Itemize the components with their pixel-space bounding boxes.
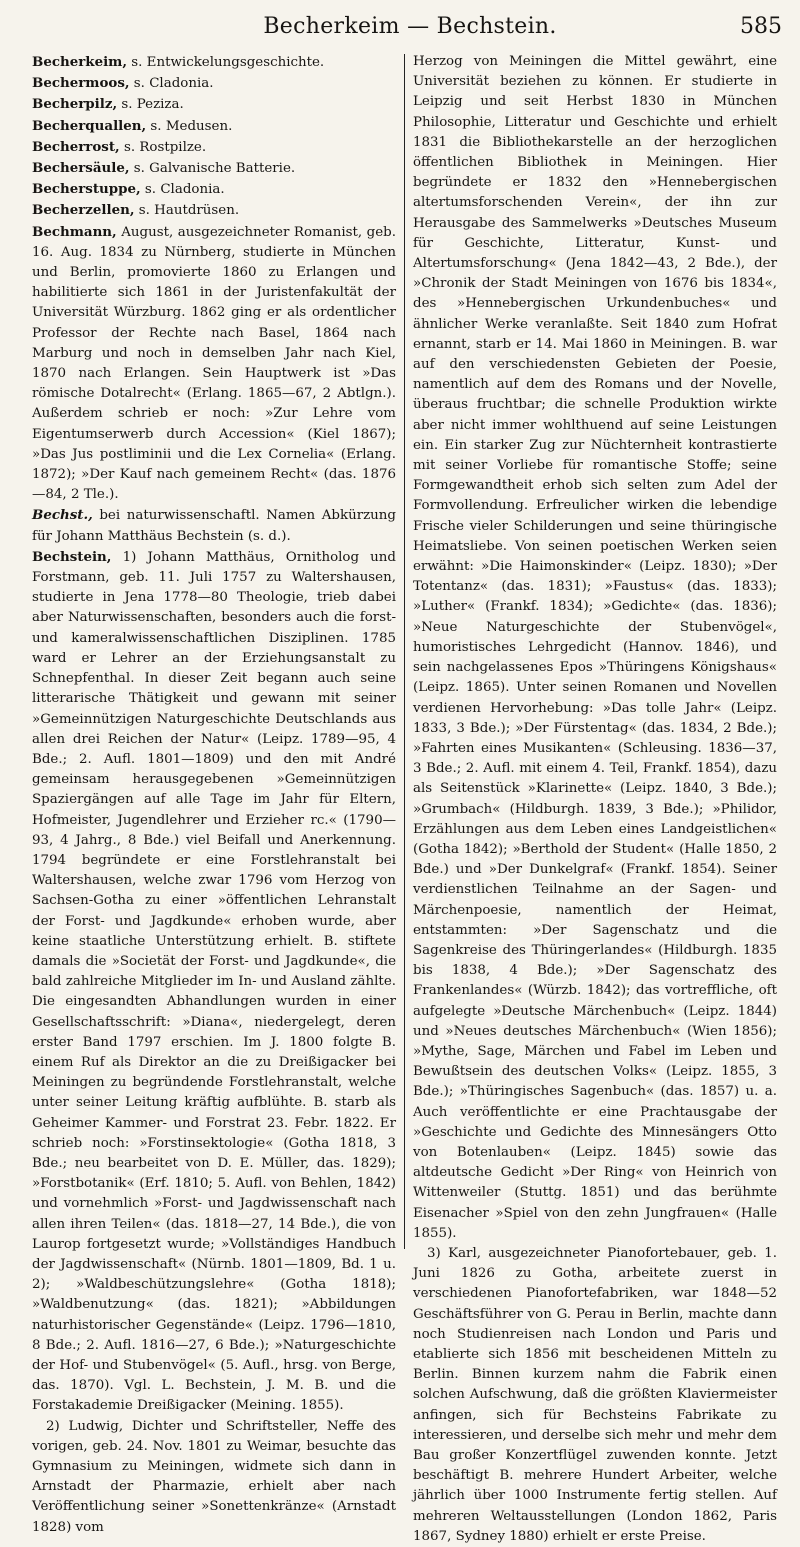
dictionary-entry (32, 158, 396, 179)
entry-text: s. Entwickelungsgeschichte. (127, 55, 325, 70)
page-number: 585 (740, 14, 782, 39)
entry-headword: Becherzellen, (32, 202, 135, 219)
entry-text: s. Cladonia. (129, 76, 214, 92)
entry-headword: Bechst., (32, 507, 93, 524)
entry-text: Herzog von Meiningen die Mittel gewährt, eine Universität beziehen zu können. Er studierte in Leipzig und seit Herbst 1830 in München Philosophie, Litteratur und Geschichte und erhielt 1831 die Bibliothekarstelle an der herzoglichen öffentlichen Bibliothek in Meiningen. Hier begründete er 1832 den »Hennebergischen altertumsforschenden Verein«, der ihn zur Herausgabe des Sammelwerks »Deutsches Museum für Geschichte, Litteratur, Kunst- und Altertumsforschung« (Jena 1842—43, 2 Bde.), der »Chronik der Stadt Meiningen von 1676 bis 1834«, des »Hennebergischen Urkundenbuches« und ähnlicher Werke veranlaßte. Seit 1840 zum Hofrat ernannt, starb er 14. Mai 1860 in Meiningen. B. war auf den verschiedensten Gebieten der Poesie, namentlich auf dem des Romans und der Novelle, überaus fruchtbar; die schnelle Produktion wirkte aber nicht immer wohlthuend auf seine Leistungen ein. Ein starker Zug zur Nüchternheit kontrastierte mit seiner Vorliebe für romantische Stoffe; seine Formgewandtheit erhob sich selten zum Adel der Formvollendung. Erfreulicher wirken die lebendige Frische vieler Schilderungen und seine thüringische Heimatsliebe. Von seinen poetischen Werken seien erwähnt: »Die Haimonskinder« (Leipz. 1830); »Der Totentanz« (das. 1831); »Faustus« (das. 1833); »Luther« (Frankf. 1834); »Gedichte« (das. 1836); »Neue Naturgeschichte der Stubenvögel«, humoristisches Lehrgedicht (Hannov. 1846), und sein nachgelassenes Epos »Thüringens Königshaus« (Leipz. 1865). Unter seinen Romanen und Novellen verdienen Hervorhebung: »Das tolle Jahr« (Leipz. 1833, 3 Bde.); »Der Fürstentag« (das. 1834, 2 Bde.); »Fahrten eines Musikanten« (Schleusing. 1836—37, 3 Bde.; 2. Aufl. mit einem 4. Teil, Frankf. 1854), dazu als Seitenstück »Klarinette« (Leipz. 1840, 3 Bde.); »Grumbach« (Hildburgh. 1839, 3 Bde.); »Philidor, Erzählungen aus dem Leben eines Landgeistlichen« (Gotha 1842); »Berthold der Student« (Halle 1850, 2 Bde.) und »Der Dunkelgraf« (Frankf. 1854). Seiner verdienstlichen Teilnahme an der Sagen- und Märchenpoesie, namentlich der Heimat, entstammten: »Der Sagenschatz und die Sagenkreise des Thüringerlandes« (Hildburgh. 1835 bis 1838, 4 Bde.); »Der Sagenschatz des Frankenlandes« (Würzb. 1842); das vortreffliche, oft aufgelegte »Deutsche Märchenbuch« (Leipz. 1844) und »Neues deutsches Märchenbuch« (Wien 1856); »Mythe, Sage, Märchen und Fabel im Leben und Bewußtsein des deutschen Volks« (Leipz. 1855, 3 Bde.); »Thüringisches Sagenbuch« (das. 1857) u. a. Auch veröffentlichte er eine Prachtausgabe der »Geschichte und Gedichte des Minnesängers Otto von Botenlauben« (Leipz. 1845) sowie das altdeutsche Gedicht »Der Ring« von Heinrich von Wittenweiler (Stuttg. 1851) und das berühmte Eisenacher »Spiel von den zehn Jungfrauen« (Halle 1855). (413, 54, 777, 1241)
entry-text: s. Medusen. (146, 118, 233, 134)
entry-headword: Becherstuppe, (32, 181, 141, 198)
dictionary-entry (32, 222, 396, 506)
entry-text: s. Hautdrüsen. (134, 203, 240, 219)
dictionary-entry (32, 52, 396, 73)
entry-text: s. Cladonia. (140, 182, 225, 198)
entry-text: s. Galvanische Batterie. (129, 161, 296, 177)
dictionary-entry (32, 94, 396, 115)
entry-headword: Bechstein, (32, 548, 112, 565)
dictionary-entry (413, 52, 777, 1244)
page-header (32, 0, 788, 52)
entry-headword: Bechermoos, (32, 75, 130, 92)
entry-text: s. Rostpilze. (119, 139, 207, 155)
dictionary-entry (32, 200, 396, 221)
entry-headword: Bechmann, (32, 223, 117, 240)
left-column (32, 52, 404, 1535)
dictionary-entry (32, 73, 396, 94)
entry-headword: Becherrost, (32, 138, 120, 155)
dictionary-entry (413, 1244, 777, 1547)
entry-text: s. Peziza. (117, 97, 184, 113)
dictionary-entry (32, 505, 396, 546)
dictionary-entry (32, 547, 396, 1417)
dictionary-entry (32, 116, 396, 137)
dictionary-entry (32, 179, 396, 200)
entry-text: 2) Ludwig, Dichter und Schriftsteller, Neffe des vorigen, geb. 24. Nov. 1801 zu Weimar, besuchte das Gymnasium zu Meiningen, widmete sich dann in Arnstadt der Pharmazie, erhielt aber nach Veröffentlichung seiner »Sonettenkränze« (Arnstadt 1828) vom (32, 1418, 396, 1535)
entry-text: 3) Karl, ausgezeichneter Pianofortebauer, geb. 1. Juni 1826 zu Gotha, arbeitete zuerst in verschiedenen Pianofortefabriken, war 1848—52 Geschäftsführer von G. Perau in Berlin, machte dann noch Studienreisen nach London und Paris und etablierte sich 1856 mit bescheidenen Mitteln zu Berlin. Binnen kurzem nahm die Fabrik einen solchen Aufschwung, daß die größten Klaviermeister anfingen, sich für Bechsteins Fabrikate zu interessieren, und derselbe sich mehr und mehr dem Bau großer Konzertflügel zuwenden konnte. Jetzt beschäftigt B. mehrere Hundert Arbeiter, welche jährlich über 1000 Instrumente fertig stellen. Auf mehreren Weltausstellungen (London 1862, Paris 1867, Sydney 1880) erhielt er erste Preise. (413, 1245, 777, 1544)
entry-headword: Becherpilz, (32, 96, 118, 113)
entry-headword: Becherkeim, (32, 54, 128, 70)
dictionary-entry (32, 137, 396, 158)
dictionary-entry (32, 1417, 396, 1538)
running-title: Becherkeim — Bechstein. (263, 14, 557, 39)
entry-text: 1) Johann Matthäus, Ornitholog und Forstmann, geb. 11. Juli 1757 zu Waltershausen, studierte in Jena 1778—80 Theologie, trieb dabei aber Naturwissenschaften, besonders auch die forst- und kameralwissenschaftlichen Disziplinen. 1785 ward er Lehrer an der Erziehungsanstalt zu Schnepfenthal. In dieser Zeit begann auch seine litterarische Thätigkeit und gewann mit seiner »Gemeinnützigen Naturgeschichte Deutschlands aus allen drei Reichen der Natur« (Leipz. 1789—95, 4 Bde.; 2. Aufl. 1801—1809) und den mit André gemeinsam herausgegebenen »Gemeinnützigen Spaziergängen auf alle Tage im Jahr für Eltern, Hofmeister, Jugendlehrer und Erzieher rc.« (1790—93, 4 Jahrg., 8 Bde.) viel Beifall und Anerkennung. 1794 begründete er eine Forstlehranstalt bei Waltershausen, welche zwar 1796 vom Herzog von Sachsen-Gotha zu einer »öffentlichen Lehranstalt der Forst- und Jagdkunde« erhoben wurde, aber keine staatliche Unterstützung erhielt. B. stiftete damals die »Societät der Forst- und Jagdkunde«, die bald zahlreiche Mitglieder im In- und Ausland zählte. Die eingesandten Abhandlungen wurden in einer Gesellschaftsschrift: »Diana«, niedergelegt, deren erster Band 1797 erschien. Im J. 1800 folgte B. einem Ruf als Direktor an die zu Dreißigacker bei Meiningen zu begründende Forstlehranstalt, welche unter seiner Leitung kräftig aufblühte. B. starb als Geheimer Kammer- und Forstrat 23. Febr. 1822. Er schrieb noch: »Forstinsektologie« (Gotha 1818, 3 Bde.; neu bearbeitet von D. E. Müller, das. 1829); »Forstbotanik« (Erf. 1810; 5. Aufl. von Behlen, 1842) und vornehmlich »Forst- und Jagdwissenschaft nach allen ihren Teilen« (das. 1818—27, 14 Bde.), die von Laurop fortgesetzt wurde; »Vollständiges Handbuch der Jagdwissenschaft« (Nürnb. 1801—1809, Bd. 1 u. 2); »Waldbeschützungslehre« (Gotha 1818); »Waldbenutzung« (das. 1821); »Abbildungen naturhistorischer Gegenstände« (Leipz. 1796—1810, 8 Bde.; 2. Aufl. 1816—27, 6 Bde.); »Naturgeschichte der Hof- und Stubenvögel« (5. Aufl., hrsg. von Berge, das. 1870). Vgl. L. Bechstein, J. M. B. und die Forstakademie Dreißigacker (Meining. 1855). (32, 549, 396, 1414)
entry-text: August, ausgezeichneter Romanist, geb. 16. Aug. 1834 zu Nürnberg, studierte in München und Berlin, promovierte 1860 zu Erlangen und habilitierte sich 1861 in der Juristenfakultät der Universität Würzburg. 1862 ging er als ordentlicher Professor der Rechte nach Basel, 1864 nach Marburg und noch in demselben Jahr nach Kiel, 1870 nach Erlangen. Sein Hauptwerk ist »Das römische Dotalrecht« (Erlang. 1865—67, 2 Abtlgn.). Außerdem schrieb er noch: »Zur Lehre vom Eigentumserwerb durch Accession« (Kiel 1867); »Das Jus postliminii und die Lex Cornelia« (Erlang. 1872); »Der Kauf nach gemeinem Recht« (das. 1876—84, 2 Tle.). (32, 224, 396, 503)
text-columns (32, 52, 788, 1544)
entry-headword: Becherquallen, (32, 117, 147, 134)
entry-headword: Bechersäule, (32, 160, 130, 177)
right-column (405, 52, 777, 1544)
entry-text: bei naturwissenschaftl. Namen Abkürzung für Johann Matthäus Bechstein (s. d.). (32, 508, 396, 544)
